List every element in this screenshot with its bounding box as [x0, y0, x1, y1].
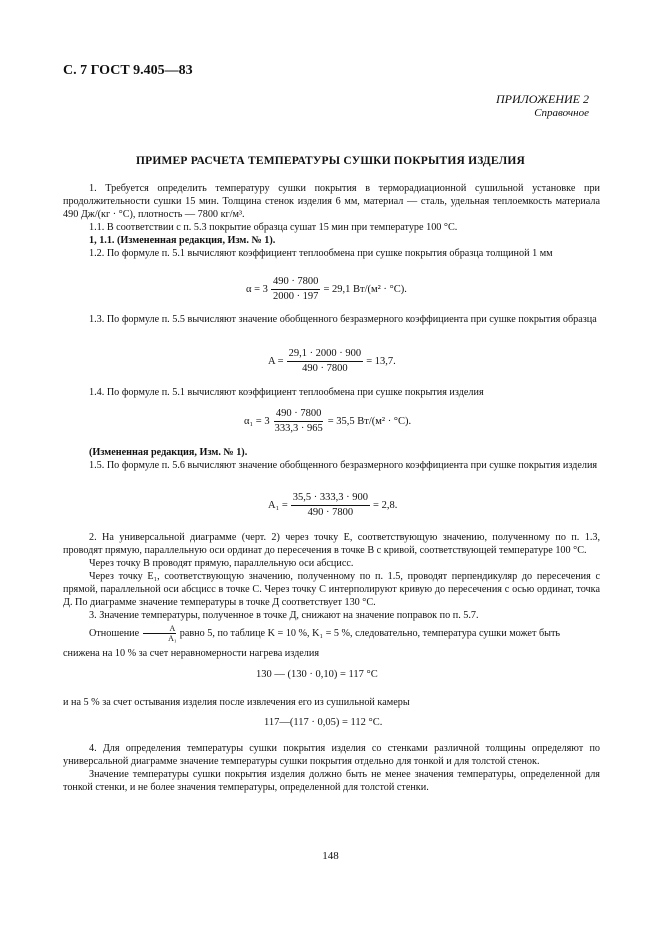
fraction-numerator: 490 · 7800	[271, 276, 321, 290]
fraction-denominator: 490 · 7800	[302, 363, 348, 374]
formula-fraction	[287, 348, 364, 375]
fraction-numerator: 490 · 7800	[274, 408, 324, 422]
ratio-text-start: Отношение	[89, 627, 140, 639]
fraction-denominator: 333,3 · 965	[274, 423, 323, 434]
paragraph: 1.5. По формуле п. 5.6 вычисляют значение обобщенного безразмерного коэффициента при сушке покрытия изделия	[89, 460, 598, 471]
ratio-text-end: равно 5, по таблице K = 10 %, K₁ = 5 %, следовательно, температура сушки может быть	[179, 627, 561, 639]
paragraph: Через точку В проводят прямую, параллельную оси абсцисс.	[89, 558, 354, 569]
formula-rhs: = 13,7.	[366, 356, 396, 367]
paragraph-ratio	[63, 624, 600, 643]
paragraph: 1.3. По формуле п. 5.5 вычисляют значение обобщенного безразмерного коэффициента при сушке покрытия образца	[89, 314, 597, 325]
paragraph: 2. На универсальной диаграмме (черт. 2) через точку Е, соответствующую значению, полученному по п. 1.3, проводят прямую, параллельную оси ординат до пересечения в точке В с кривой, соответствующей температуре 100 °С.	[63, 532, 600, 556]
formula-lhs: α₁ = 3	[244, 416, 270, 427]
paragraph: 3. Значение температуры, полученное в точке Д, снижают на значение поправок по п. 5.7.	[89, 610, 479, 621]
formula-rhs: = 29,1 Вт/(м² · °С).	[323, 284, 407, 295]
formula-fraction	[271, 276, 321, 303]
paragraph: 1.2. По формуле п. 5.1 вычисляют коэффициент теплообмена при сушке покрытия образца толщиной 1 мм	[89, 248, 553, 259]
ratio-fraction	[141, 624, 178, 643]
formula-temp-2: 117—(117 · 0,05) = 112 °С.	[264, 717, 383, 728]
appendix-label	[496, 92, 589, 120]
fraction-denominator: 2000 · 197	[272, 291, 319, 302]
fraction-denominator: 490 · 7800	[307, 507, 354, 518]
formula-a1	[268, 492, 397, 519]
paragraph: снижена на 10 % за счет неравномерности нагрева изделия	[63, 648, 320, 659]
paragraph-edit-note: (Измененная редакция, Изм. № 1).	[89, 447, 248, 458]
text-block-5	[63, 531, 600, 660]
fraction-numerator: 29,1 · 2000 · 900	[287, 348, 364, 362]
text-block-6	[63, 696, 600, 709]
text-block-7	[63, 742, 600, 794]
ratio-denominator: A₁	[168, 634, 177, 643]
formula-fraction	[273, 408, 325, 435]
formula-alpha	[246, 276, 407, 303]
formula-a	[268, 348, 396, 375]
formula-lhs: A₁ =	[268, 500, 288, 511]
paragraph: 1.1. В соответствии с п. 5.3 покрытие образца сушат 15 мин при температуре 100 °С.	[89, 222, 458, 233]
appendix-title: ПРИЛОЖЕНИЕ 2	[496, 92, 589, 106]
text-block-1	[63, 182, 600, 260]
page-header: С. 7 ГОСТ 9.405—83	[63, 63, 193, 78]
formula-fraction	[291, 492, 370, 519]
formula-rhs: = 35,5 Вт/(м² · °С).	[327, 416, 412, 427]
paragraph: 4. Для определения температуры сушки покрытия изделия со стенками различной толщины определяют по универсальной диаграмме значение температуры сушки покрытия отдельно для тонкой и для толстой стенок.	[63, 743, 600, 767]
paragraph: и на 5 % за счет остывания изделия после извлечения его из сушильной камеры	[63, 697, 410, 708]
paragraph: Значение температуры сушки покрытия изделия должно быть не менее значения температуры, определенной для тонкой стенки, и не более значения температуры, определенной для толстой стенки.	[63, 769, 600, 793]
ratio-numerator: A	[143, 624, 177, 634]
formula-temp-1: 130 — (130 · 0,10) = 117 °С	[256, 669, 378, 680]
appendix-subtitle: Справочное	[534, 107, 589, 119]
paragraph: 1. Требуется определить температуру сушки покрытия в терморадиационной сушильной установке при продолжительности сушки 15 мин. Толщина стенок изделия 6 мм, материал — сталь, удельная теплоемкость материала 490 Дж/(кг · °С), плотность — 7800 кг/м³.	[63, 183, 600, 220]
text-block-4	[63, 446, 600, 472]
text-block-2	[63, 313, 600, 326]
formula-rhs: = 2,8.	[373, 500, 398, 511]
paragraph: 1.4. По формуле п. 5.1 вычисляют коэффициент теплообмена при сушке покрытия изделия	[89, 387, 484, 398]
fraction-numerator: 35,5 · 333,3 · 900	[291, 492, 370, 506]
formula-lhs: α = 3	[246, 284, 268, 295]
document-title: ПРИМЕР РАСЧЕТА ТЕМПЕРАТУРЫ СУШКИ ПОКРЫТИЯ ИЗДЕЛИЯ	[135, 155, 526, 167]
formula-lhs: A =	[268, 356, 284, 367]
formula-alpha1	[244, 408, 411, 435]
text-block-3	[63, 386, 600, 399]
paragraph: Через точку Е₁, соответствующую значению, полученному по п. 1.5, проводят перпендикуляр до пересечения с прямой, параллельной оси абсцисс в точке С. Через точку С интерполируют кривую до пересечения с осью ординат, точка Д. По диаграмме значение температуры в точке Д соответствует 130 °С.	[63, 571, 600, 608]
page-number: 148	[322, 850, 339, 862]
paragraph-edit-note: 1, 1.1. (Измененная редакция, Изм. № 1).	[89, 235, 276, 246]
